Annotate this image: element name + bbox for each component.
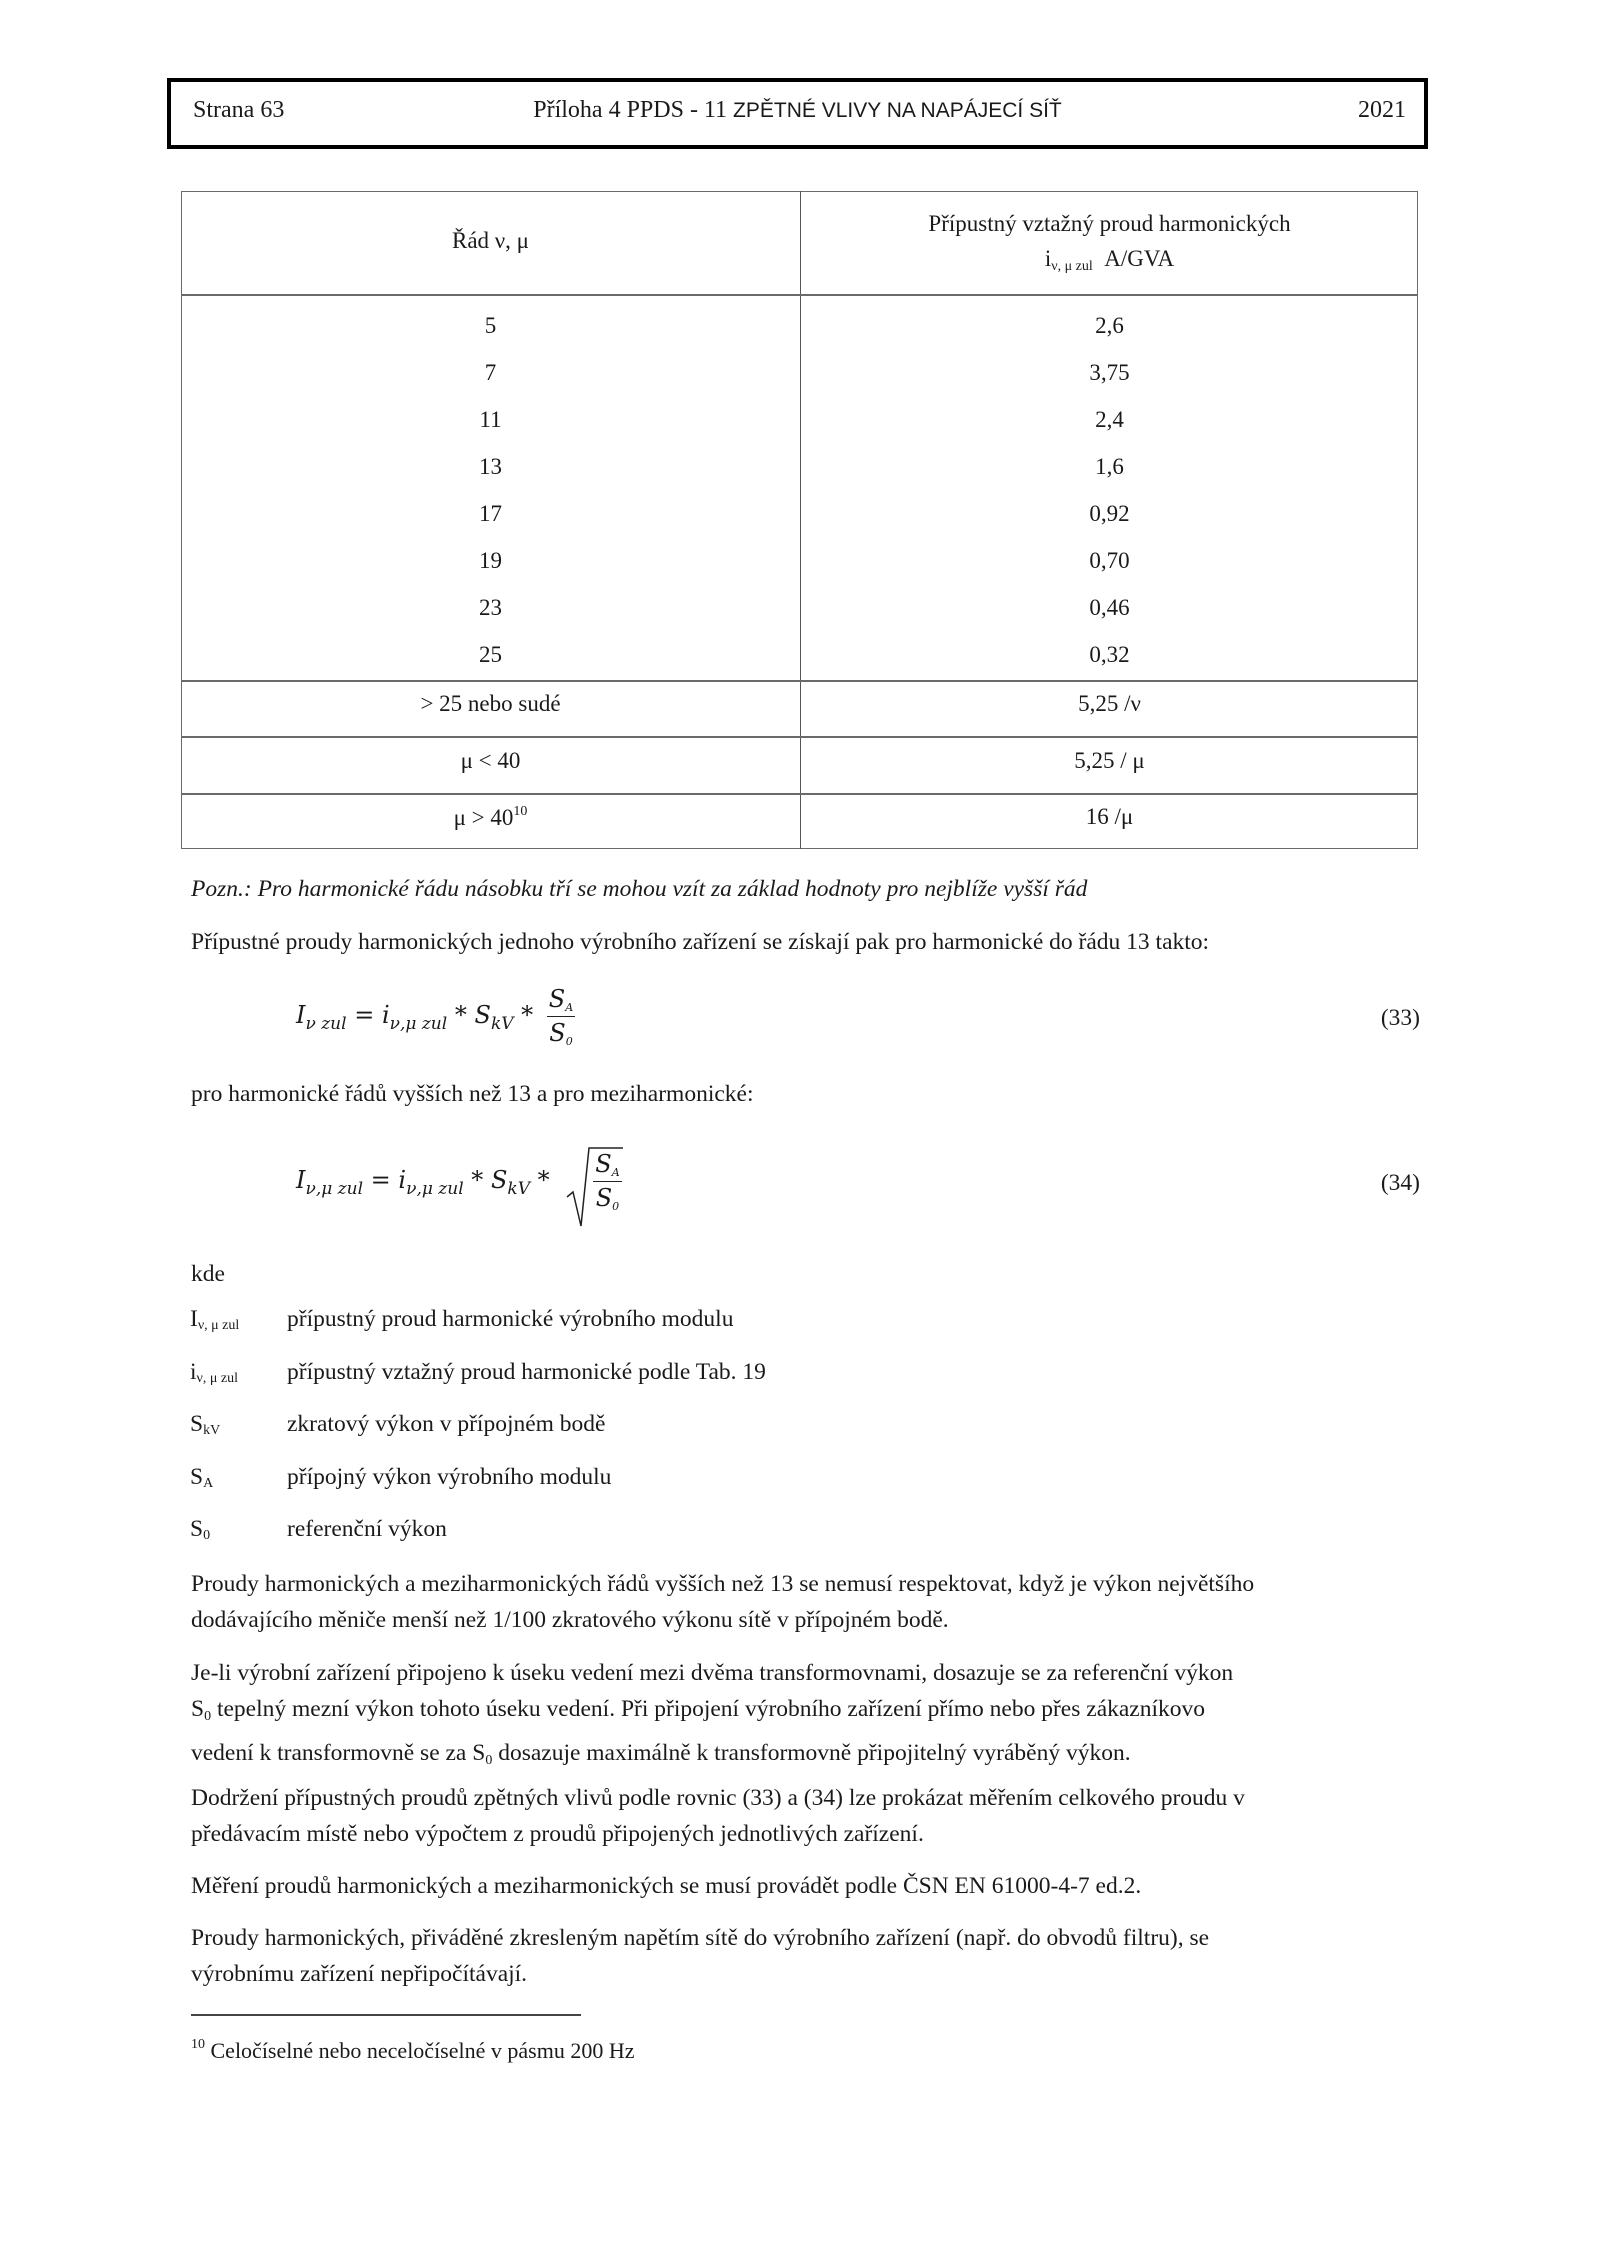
header-title-prefix: Příloha 4 PPDS - 11	[533, 97, 728, 123]
symbol: I	[190, 1306, 198, 1332]
table-row-value: 5,25 /ν	[1078, 691, 1141, 716]
table-row-order: μ < 40	[460, 748, 521, 773]
table-header-order: Řád ν, μ	[451, 228, 530, 253]
paragraph-5	[191, 1920, 1421, 1992]
order-text: μ > 40	[453, 805, 514, 830]
symbol-sub: A	[203, 1475, 214, 1491]
table-note: Pozn.: Pro harmonické řádu násobku tří se mohou vzít za základ hodnoty pro nejblíže vyšší řád	[191, 876, 1088, 902]
table-row-order: 13	[479, 454, 502, 479]
eq-symbol: S	[595, 1150, 612, 1178]
footnote-separator	[191, 2014, 581, 2016]
eq-sub: kV	[507, 1179, 530, 1199]
definition-text: zkratový výkon v přípojném bodě	[287, 1411, 606, 1437]
harmonics-table	[181, 191, 1418, 849]
table-row-value: 0,46	[1089, 595, 1130, 620]
table-row-value: 3,75	[1089, 360, 1130, 385]
table-row-value: 2,4	[1095, 407, 1124, 432]
eq-sqrt	[565, 1150, 621, 1213]
eq-sub: A	[611, 1166, 620, 1179]
symbol-sub: kV	[203, 1423, 221, 1438]
table-header-unit: A/GVA	[1104, 246, 1175, 271]
eq-fraction	[547, 985, 575, 1048]
eq-symbol: i	[381, 1001, 390, 1029]
symbol: S	[190, 1516, 204, 1542]
table-row-value: 5,25 / μ	[1074, 748, 1145, 773]
text: dosazuje maximálně k transformovně připojitelný vyráběný výkon.	[492, 1740, 1131, 1766]
definition-symbol	[190, 1464, 213, 1492]
footnote-mark: 10	[191, 2037, 205, 2052]
text-line	[191, 1691, 1421, 1735]
table-row-divider	[181, 736, 1418, 738]
equation-34	[296, 1150, 622, 1213]
eq-sub: 0	[612, 1200, 620, 1213]
table-row-order	[181, 804, 800, 831]
table-row-order: 17	[479, 501, 502, 526]
table-row-value: 1,6	[1095, 454, 1124, 479]
table-row-value: 0,92	[1089, 501, 1130, 526]
text-line: výrobnímu zařízení nepřipočítávají.	[191, 1961, 528, 1987]
eq-symbol: i	[398, 1166, 407, 1194]
paragraph-3	[191, 1780, 1421, 1852]
table-row-value: 0,32	[1089, 642, 1130, 667]
equation-number: (33)	[1380, 1005, 1420, 1031]
paragraph-1	[191, 1566, 1421, 1638]
text-line: Proudy harmonických a meziharmonických řádů vyšších než 13 se nemusí respektovat, když je výkon největšího	[191, 1571, 1255, 1597]
table-row-value: 16 /μ	[1085, 804, 1134, 829]
header-title-main: ZPĚTNÉ VLIVY NA NAPÁJECÍ SÍŤ	[733, 99, 1062, 122]
table-row-order: 19	[479, 548, 502, 573]
definition-symbol	[190, 1359, 238, 1387]
definition-symbol	[190, 1516, 210, 1544]
table-header-symbol-sub: ν, μ zul	[1051, 259, 1093, 274]
eq-sub: ν zul	[305, 1014, 347, 1034]
page-header	[167, 78, 1428, 149]
eq-sub: kV	[490, 1014, 514, 1034]
symbol-sub: ν, μ zul	[196, 1370, 238, 1386]
definition-text: přípustný proud harmonické výrobního modulu	[287, 1306, 734, 1332]
eq-sub: ν,μ zul	[406, 1179, 464, 1199]
eq-symbol: S	[549, 1019, 566, 1047]
eq-operator: *	[521, 1001, 534, 1029]
kde-label: kde	[191, 1261, 225, 1287]
table-header-symbol: i	[1044, 246, 1052, 271]
table-row-order: 5	[484, 313, 497, 338]
text-line: Proudy harmonických, přiváděné zkresleným napětím sítě do výrobního zařízení (např. do obvodů filtru), se	[191, 1925, 1210, 1951]
eq-symbol: S	[474, 1001, 491, 1029]
definition-symbol	[190, 1306, 239, 1334]
footnote-text: Celočíselné nebo neceločíselné v pásmu 200 Hz	[210, 2038, 635, 2063]
symbol-sub: 0	[203, 1528, 211, 1543]
eq-sub: ν,μ zul	[389, 1014, 448, 1034]
eq-operator: *	[454, 1001, 467, 1029]
eq-sub: 0	[565, 1035, 573, 1048]
header-year: 2021	[1358, 97, 1406, 123]
eq-symbol: S	[490, 1166, 508, 1194]
definition-symbol	[190, 1411, 220, 1439]
table-row-divider	[181, 680, 1418, 682]
symbol: i	[190, 1358, 197, 1385]
text: tepelný mezní výkon tohoto úseku vedení. Při připojení výrobního zařízení přímo nebo přes zákazníkovo	[211, 1696, 1206, 1722]
eq-operator: *	[537, 1166, 550, 1194]
sqrt-symbol-icon	[565, 1142, 625, 1232]
eq-sub: A	[565, 1001, 574, 1014]
text-line	[191, 1735, 1421, 1779]
definition-text: referenční výkon	[287, 1516, 447, 1542]
table-header-value-line2	[801, 246, 1418, 275]
symbol-sub: 0	[204, 1709, 212, 1724]
eq-equals: =	[354, 1001, 375, 1029]
text-line: předávacím místě nebo výpočtem z proudů připojených jednotlivých zařízení.	[191, 1821, 924, 1847]
table-row-order: 23	[479, 595, 502, 620]
table-row-order: > 25 nebo sudé	[420, 691, 561, 716]
table-row-value: 2,6	[1095, 313, 1124, 338]
symbol: S	[190, 1411, 204, 1437]
between-paragraph: pro harmonické řádů vyšších než 13 a pro meziharmonické:	[191, 1081, 754, 1107]
table-header-value-line1: Přípustný vztažný proud harmonických	[928, 211, 1291, 236]
symbol-sub: ν, μ zul	[197, 1318, 240, 1333]
symbol: S	[191, 1696, 205, 1722]
table-row-order: 25	[479, 642, 502, 667]
header-title	[171, 97, 1424, 124]
eq-symbol: I	[296, 1166, 306, 1194]
equation-33	[296, 985, 575, 1048]
paragraph-4: Měření proudů harmonických a meziharmonických se musí provádět podle ČSN EN 61000-4-7 ed.2.	[191, 1873, 1142, 1899]
table-row-value: 0,70	[1089, 548, 1130, 573]
symbol-sub: 0	[485, 1753, 493, 1768]
text-line: Dodržení přípustných proudů zpětných vlivů podle rovnic (33) a (34) lze prokázat měřením celkového proudu v	[191, 1785, 1245, 1811]
table-row-order: 11	[479, 407, 502, 432]
definition-text: přípustný vztažný proud harmonické podle Tab. 19	[287, 1358, 766, 1385]
eq-operator: *	[471, 1166, 484, 1194]
footnote-ref[interactable]: 10	[513, 804, 528, 819]
paragraph-2	[191, 1655, 1421, 1779]
footnote	[191, 2027, 1421, 2069]
table-header-divider	[181, 294, 1418, 296]
eq-symbol: S	[548, 985, 566, 1013]
text-line: Je-li výrobní zařízení připojeno k úseku vedení mezi dvěma transformovnami, dosazuje se za referenční výkon	[191, 1660, 1234, 1686]
equation-number: (34)	[1380, 1170, 1420, 1196]
eq-sub: ν,μ zul	[305, 1179, 364, 1199]
definition-text: přípojný výkon výrobního modulu	[287, 1463, 612, 1490]
text-line: dodávajícího měniče menší než 1/100 zkratového výkonu sítě v přípojném bodě.	[191, 1607, 949, 1633]
page-number: Strana 63	[193, 97, 285, 123]
table-row-divider	[181, 793, 1418, 795]
symbol: S	[190, 1463, 204, 1490]
table-row-order: 7	[484, 360, 497, 385]
text: vedení k transformovně se za S	[191, 1740, 486, 1766]
eq-symbol: I	[296, 1001, 306, 1029]
eq-equals: =	[370, 1166, 391, 1194]
eq-symbol: S	[595, 1184, 613, 1212]
intro-paragraph: Přípustné proudy harmonických jednoho výrobního zařízení se získají pak pro harmonické do řádu 13 takto:	[191, 929, 1210, 955]
